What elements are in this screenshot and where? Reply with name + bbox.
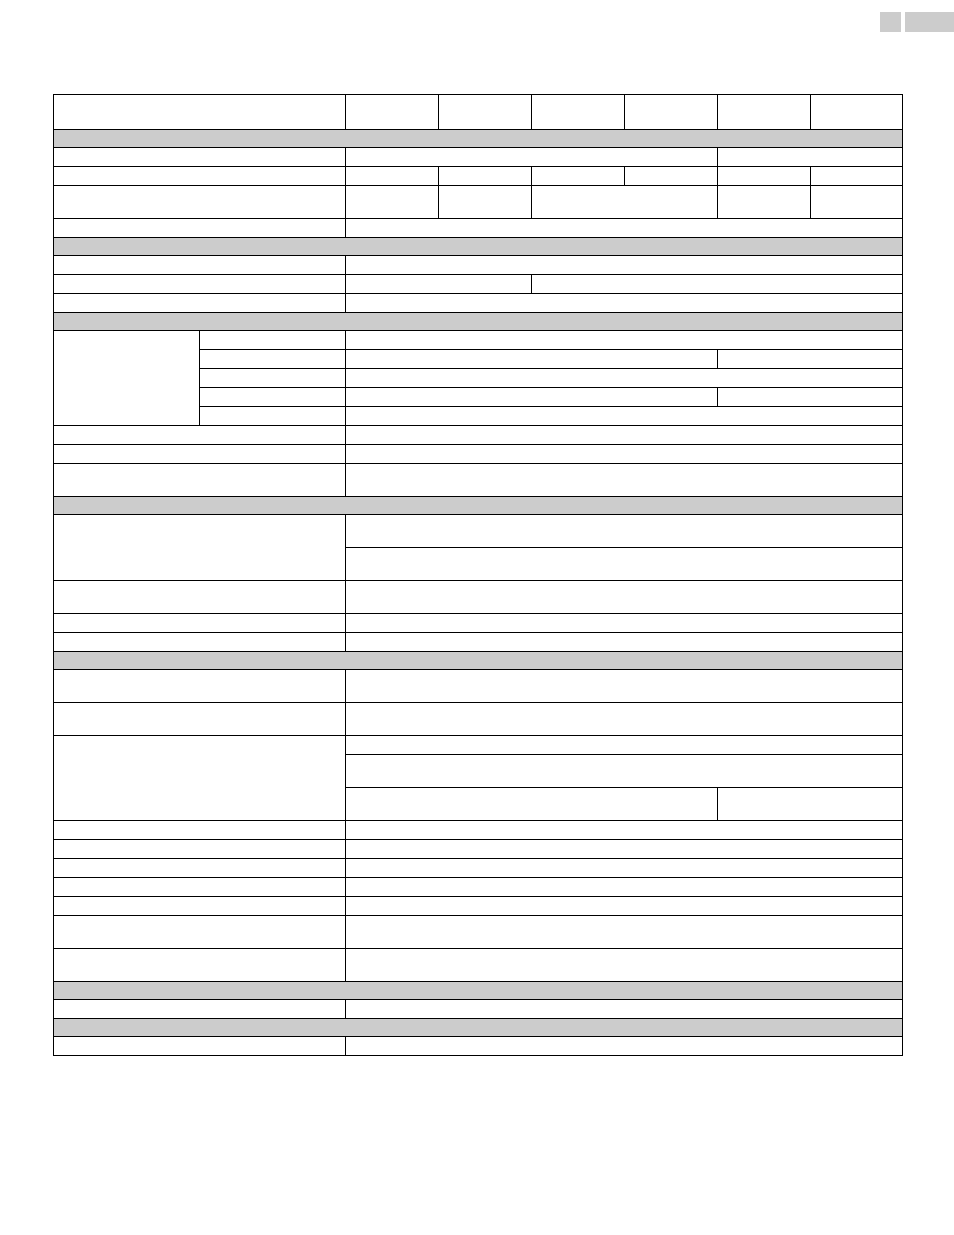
model-column-4 [625,95,718,130]
value-cell [346,167,439,186]
value-cell [532,167,625,186]
row-label-cell [54,294,346,313]
value-cell [346,548,903,581]
value-cell [346,1037,903,1056]
table-header-row [54,95,903,130]
table-row [54,515,903,548]
page-tag-right [905,12,954,32]
section-header-cell [54,652,903,670]
value-cell [346,1000,903,1019]
table-row [54,219,903,238]
section-header-row [54,982,903,1000]
table-row [54,464,903,497]
table-row [54,275,903,294]
section-header-row [54,1019,903,1037]
sub-label-cell [200,350,346,369]
value-cell [346,859,903,878]
value-cell [439,186,532,219]
row-label-cell [54,633,346,652]
value-cell [346,294,903,313]
value-cell [811,167,903,186]
value-cell [346,916,903,949]
header-label-cell [54,95,346,130]
value-cell [346,633,903,652]
value-cell [346,840,903,859]
spec-table [53,94,903,1056]
value-cell [346,788,718,821]
row-label-cell [54,515,346,581]
section-header-row [54,130,903,148]
row-label-cell [54,821,346,840]
sub-label-cell [200,407,346,426]
page-tag-left [880,12,901,32]
section-header-cell [54,497,903,515]
table-row [54,897,903,916]
row-label-cell [54,426,346,445]
value-cell [718,388,903,407]
value-cell [346,407,903,426]
table-row [54,1037,903,1056]
model-column-1 [346,95,439,130]
value-cell [346,821,903,840]
value-cell [346,369,903,388]
value-cell [346,736,903,755]
table-row [54,1000,903,1019]
table-row [54,256,903,275]
value-cell [346,445,903,464]
row-label-cell [54,670,346,703]
value-cell [346,878,903,897]
table-row [54,633,903,652]
value-cell [346,148,718,167]
row-label-cell [54,445,346,464]
value-cell [346,670,903,703]
value-cell [346,614,903,633]
value-cell [346,949,903,982]
table-row [54,148,903,167]
sub-label-cell [200,388,346,407]
row-label-cell [54,916,346,949]
section-header-cell [54,1019,903,1037]
row-label-cell [54,464,346,497]
row-label-cell [54,897,346,916]
value-cell [346,755,903,788]
value-cell [346,219,903,238]
row-label-cell [54,219,346,238]
table-row [54,186,903,219]
value-cell [346,581,903,614]
model-column-5 [718,95,811,130]
table-row [54,294,903,313]
value-cell [346,388,718,407]
sub-label-cell [200,331,346,350]
model-column-6 [811,95,903,130]
section-header-cell [54,982,903,1000]
row-label-cell [54,148,346,167]
model-column-2 [439,95,532,130]
row-label-cell [54,1000,346,1019]
group-label-cell [54,331,200,426]
row-label-cell [54,614,346,633]
value-cell [718,148,903,167]
value-cell [532,275,903,294]
row-label-cell [54,859,346,878]
table-row [54,167,903,186]
row-label-cell [54,167,346,186]
value-cell [346,256,903,275]
table-row [54,821,903,840]
row-label-cell [54,186,346,219]
table-row [54,878,903,897]
value-cell [346,275,532,294]
section-header-row [54,652,903,670]
row-label-cell [54,949,346,982]
value-cell [346,515,903,548]
table-row [54,949,903,982]
value-cell [346,703,903,736]
value-cell [811,186,903,219]
table-row [54,331,903,350]
value-cell [346,897,903,916]
row-label-cell [54,703,346,736]
table-row [54,670,903,703]
table-row [54,426,903,445]
section-header-row [54,313,903,331]
section-header-row [54,497,903,515]
row-label-cell [54,256,346,275]
row-label-cell [54,581,346,614]
table-row [54,614,903,633]
section-header-cell [54,130,903,148]
value-cell [346,464,903,497]
row-label-cell [54,1037,346,1056]
value-cell [346,186,439,219]
value-cell [346,426,903,445]
value-cell [718,186,811,219]
table-row [54,736,903,755]
row-label-cell [54,275,346,294]
value-cell [439,167,532,186]
table-row [54,916,903,949]
value-cell [346,350,718,369]
value-cell [625,167,718,186]
table-row [54,859,903,878]
model-column-3 [532,95,625,130]
value-cell [718,167,811,186]
sub-label-cell [200,369,346,388]
row-label-cell [54,878,346,897]
value-cell [532,186,718,219]
section-header-cell [54,238,903,256]
table-row [54,445,903,464]
table-row [54,840,903,859]
section-header-row [54,238,903,256]
table-row [54,581,903,614]
row-label-cell [54,840,346,859]
value-cell [718,788,903,821]
value-cell [718,350,903,369]
section-header-cell [54,313,903,331]
row-label-cell [54,736,346,821]
table-row [54,703,903,736]
value-cell [346,331,903,350]
